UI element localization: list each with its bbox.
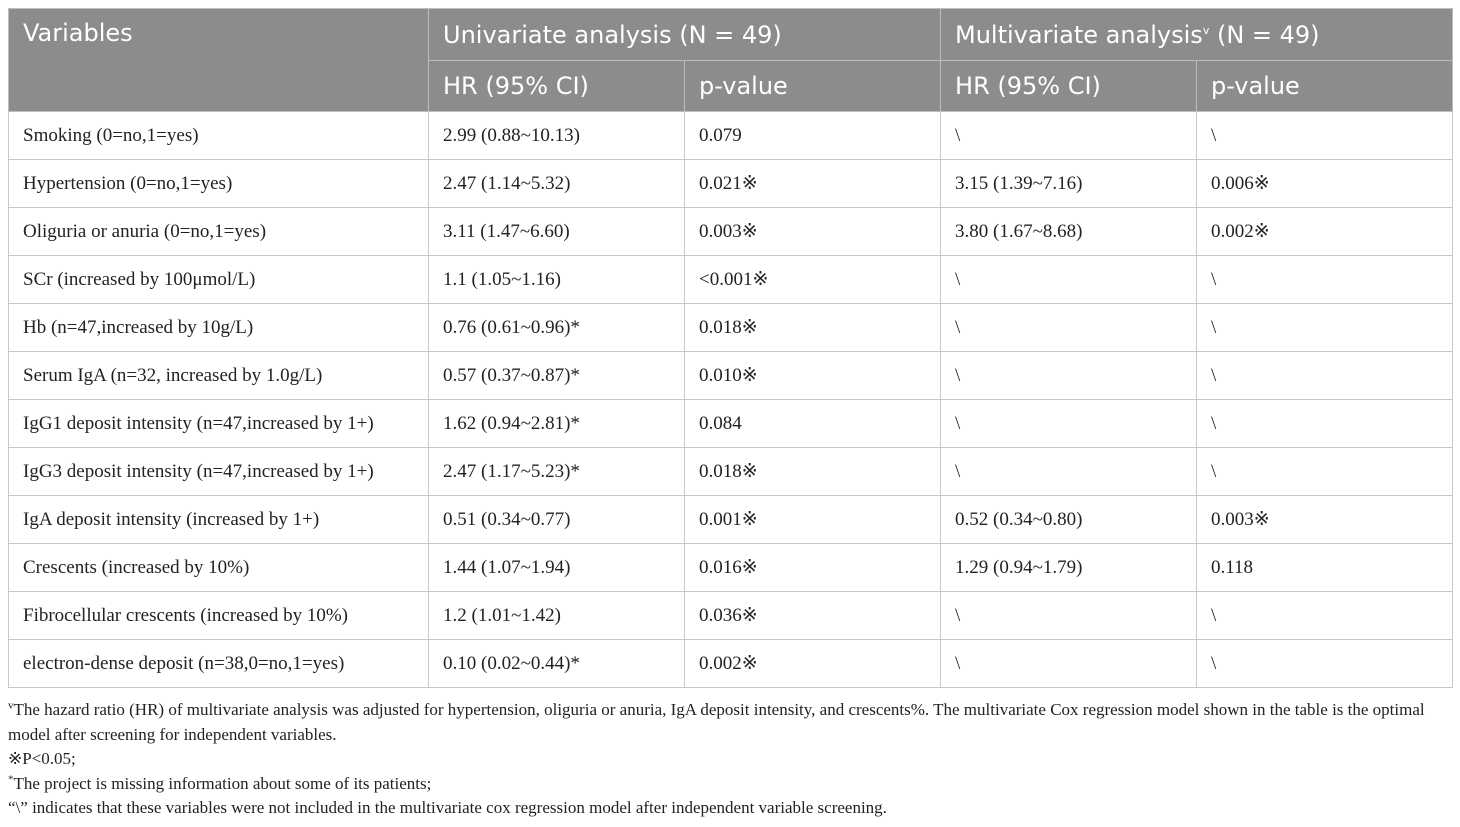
multi-hr-cell: \ [941, 400, 1197, 448]
table-header [9, 9, 1453, 112]
uni-hr-cell: 0.57 (0.37~0.87)* [429, 352, 685, 400]
uni-hr-cell: 1.62 (0.94~2.81)* [429, 400, 685, 448]
variable-cell: Oliguria or anuria (0=no,1=yes) [9, 208, 429, 256]
multi-hr-cell: \ [941, 448, 1197, 496]
uni-hr-cell: 1.2 (1.01~1.42) [429, 592, 685, 640]
multi-hr-cell: \ [941, 304, 1197, 352]
uni-p-header: p-value [685, 61, 941, 112]
table-row [9, 448, 1453, 496]
multi-hr-cell: \ [941, 112, 1197, 160]
multivariate-n: (N = 49) [1209, 20, 1320, 49]
uni-p-cell: 0.003※ [685, 208, 941, 256]
table-row [9, 352, 1453, 400]
uni-p-cell: 0.021※ [685, 160, 941, 208]
footnote-missing [8, 772, 1456, 797]
uni-hr-cell: 2.47 (1.14~5.32) [429, 160, 685, 208]
header-row-1 [9, 9, 1453, 61]
multi-hr-cell: \ [941, 256, 1197, 304]
uni-hr-cell: 3.11 (1.47~6.60) [429, 208, 685, 256]
multi-p-header: p-value [1197, 61, 1453, 112]
multi-hr-header: HR (95% CI) [941, 61, 1197, 112]
uni-p-cell: 0.036※ [685, 592, 941, 640]
univariate-header: Univariate analysis (N = 49) [429, 9, 941, 61]
uni-hr-cell: 1.1 (1.05~1.16) [429, 256, 685, 304]
multi-p-cell: \ [1197, 640, 1453, 688]
variable-cell: IgG1 deposit intensity (n=47,increased by 1+) [9, 400, 429, 448]
footnote-backslash: “\” indicates that these variables were not included in the multivariate cox regression model after independent variable screening. [8, 798, 887, 817]
footnote-adjustment [8, 698, 1456, 747]
multi-p-cell: 0.006※ [1197, 160, 1453, 208]
uni-hr-header: HR (95% CI) [429, 61, 685, 112]
multi-p-cell: \ [1197, 304, 1453, 352]
variable-cell: Hb (n=47,increased by 10g/L) [9, 304, 429, 352]
multi-p-cell: 0.003※ [1197, 496, 1453, 544]
variable-cell: electron-dense deposit (n=38,0=no,1=yes) [9, 640, 429, 688]
multi-p-cell: \ [1197, 112, 1453, 160]
variable-cell: SCr (increased by 100μmol/L) [9, 256, 429, 304]
table-row [9, 592, 1453, 640]
table-row [9, 304, 1453, 352]
table-row [9, 496, 1453, 544]
uni-p-cell: 0.002※ [685, 640, 941, 688]
multi-hr-cell: 0.52 (0.34~0.80) [941, 496, 1197, 544]
variable-cell: Hypertension (0=no,1=yes) [9, 160, 429, 208]
table-row [9, 160, 1453, 208]
footnote-mark-v: v [8, 699, 14, 712]
uni-p-cell: 0.018※ [685, 448, 941, 496]
uni-hr-cell: 0.51 (0.34~0.77) [429, 496, 685, 544]
multi-p-cell: \ [1197, 592, 1453, 640]
uni-p-cell: 0.018※ [685, 304, 941, 352]
footnote-mark-asterisk: * [8, 772, 14, 785]
uni-hr-cell: 0.76 (0.61~0.96)* [429, 304, 685, 352]
uni-hr-cell: 2.99 (0.88~10.13) [429, 112, 685, 160]
variable-cell: Smoking (0=no,1=yes) [9, 112, 429, 160]
multi-hr-cell: \ [941, 640, 1197, 688]
uni-hr-cell: 0.10 (0.02~0.44)* [429, 640, 685, 688]
table-row [9, 640, 1453, 688]
footnote-missing-text: The project is missing information about some of its patients; [13, 773, 432, 793]
table-row [9, 400, 1453, 448]
footnote-adjustment-text: The hazard ratio (HR) of multivariate analysis was adjusted for hypertension, oliguria or anuria, IgA deposit intensity, and crescents%. The multivariate Cox regression model shown in the table is the optimal model after screening for independent variables. [8, 700, 1425, 744]
multi-p-cell: \ [1197, 400, 1453, 448]
uni-p-cell: 0.016※ [685, 544, 941, 592]
uni-p-cell: 0.084 [685, 400, 941, 448]
multivariate-label: Multivariate analysis [955, 20, 1203, 49]
multi-p-cell: 0.118 [1197, 544, 1453, 592]
multi-hr-cell: \ [941, 352, 1197, 400]
uni-p-cell: <0.001※ [685, 256, 941, 304]
variable-cell: Crescents (increased by 10%) [9, 544, 429, 592]
multivariate-header [941, 9, 1453, 61]
table-body [9, 112, 1453, 688]
table-row [9, 256, 1453, 304]
multi-hr-cell: 3.80 (1.67~8.68) [941, 208, 1197, 256]
uni-hr-cell: 1.44 (1.07~1.94) [429, 544, 685, 592]
multi-p-cell: \ [1197, 448, 1453, 496]
cox-regression-table [8, 8, 1453, 688]
uni-p-cell: 0.001※ [685, 496, 941, 544]
results-table-container [8, 8, 1452, 688]
variable-cell: IgG3 deposit intensity (n=47,increased by 1+) [9, 448, 429, 496]
table-footnotes [8, 698, 1456, 821]
footnote-significance: ※P<0.05; [8, 749, 76, 768]
multi-p-cell: \ [1197, 352, 1453, 400]
variable-cell: Fibrocellular crescents (increased by 10%) [9, 592, 429, 640]
multi-p-cell: \ [1197, 256, 1453, 304]
variables-header: Variables [9, 9, 429, 112]
uni-p-cell: 0.010※ [685, 352, 941, 400]
multi-p-cell: 0.002※ [1197, 208, 1453, 256]
table-row [9, 112, 1453, 160]
uni-hr-cell: 2.47 (1.17~5.23)* [429, 448, 685, 496]
variable-cell: Serum IgA (n=32, increased by 1.0g/L) [9, 352, 429, 400]
table-row [9, 544, 1453, 592]
multi-hr-cell: 3.15 (1.39~7.16) [941, 160, 1197, 208]
multivariate-footnote-mark: v [1202, 23, 1210, 37]
variable-cell: IgA deposit intensity (increased by 1+) [9, 496, 429, 544]
multi-hr-cell: \ [941, 592, 1197, 640]
uni-p-cell: 0.079 [685, 112, 941, 160]
multi-hr-cell: 1.29 (0.94~1.79) [941, 544, 1197, 592]
table-row [9, 208, 1453, 256]
